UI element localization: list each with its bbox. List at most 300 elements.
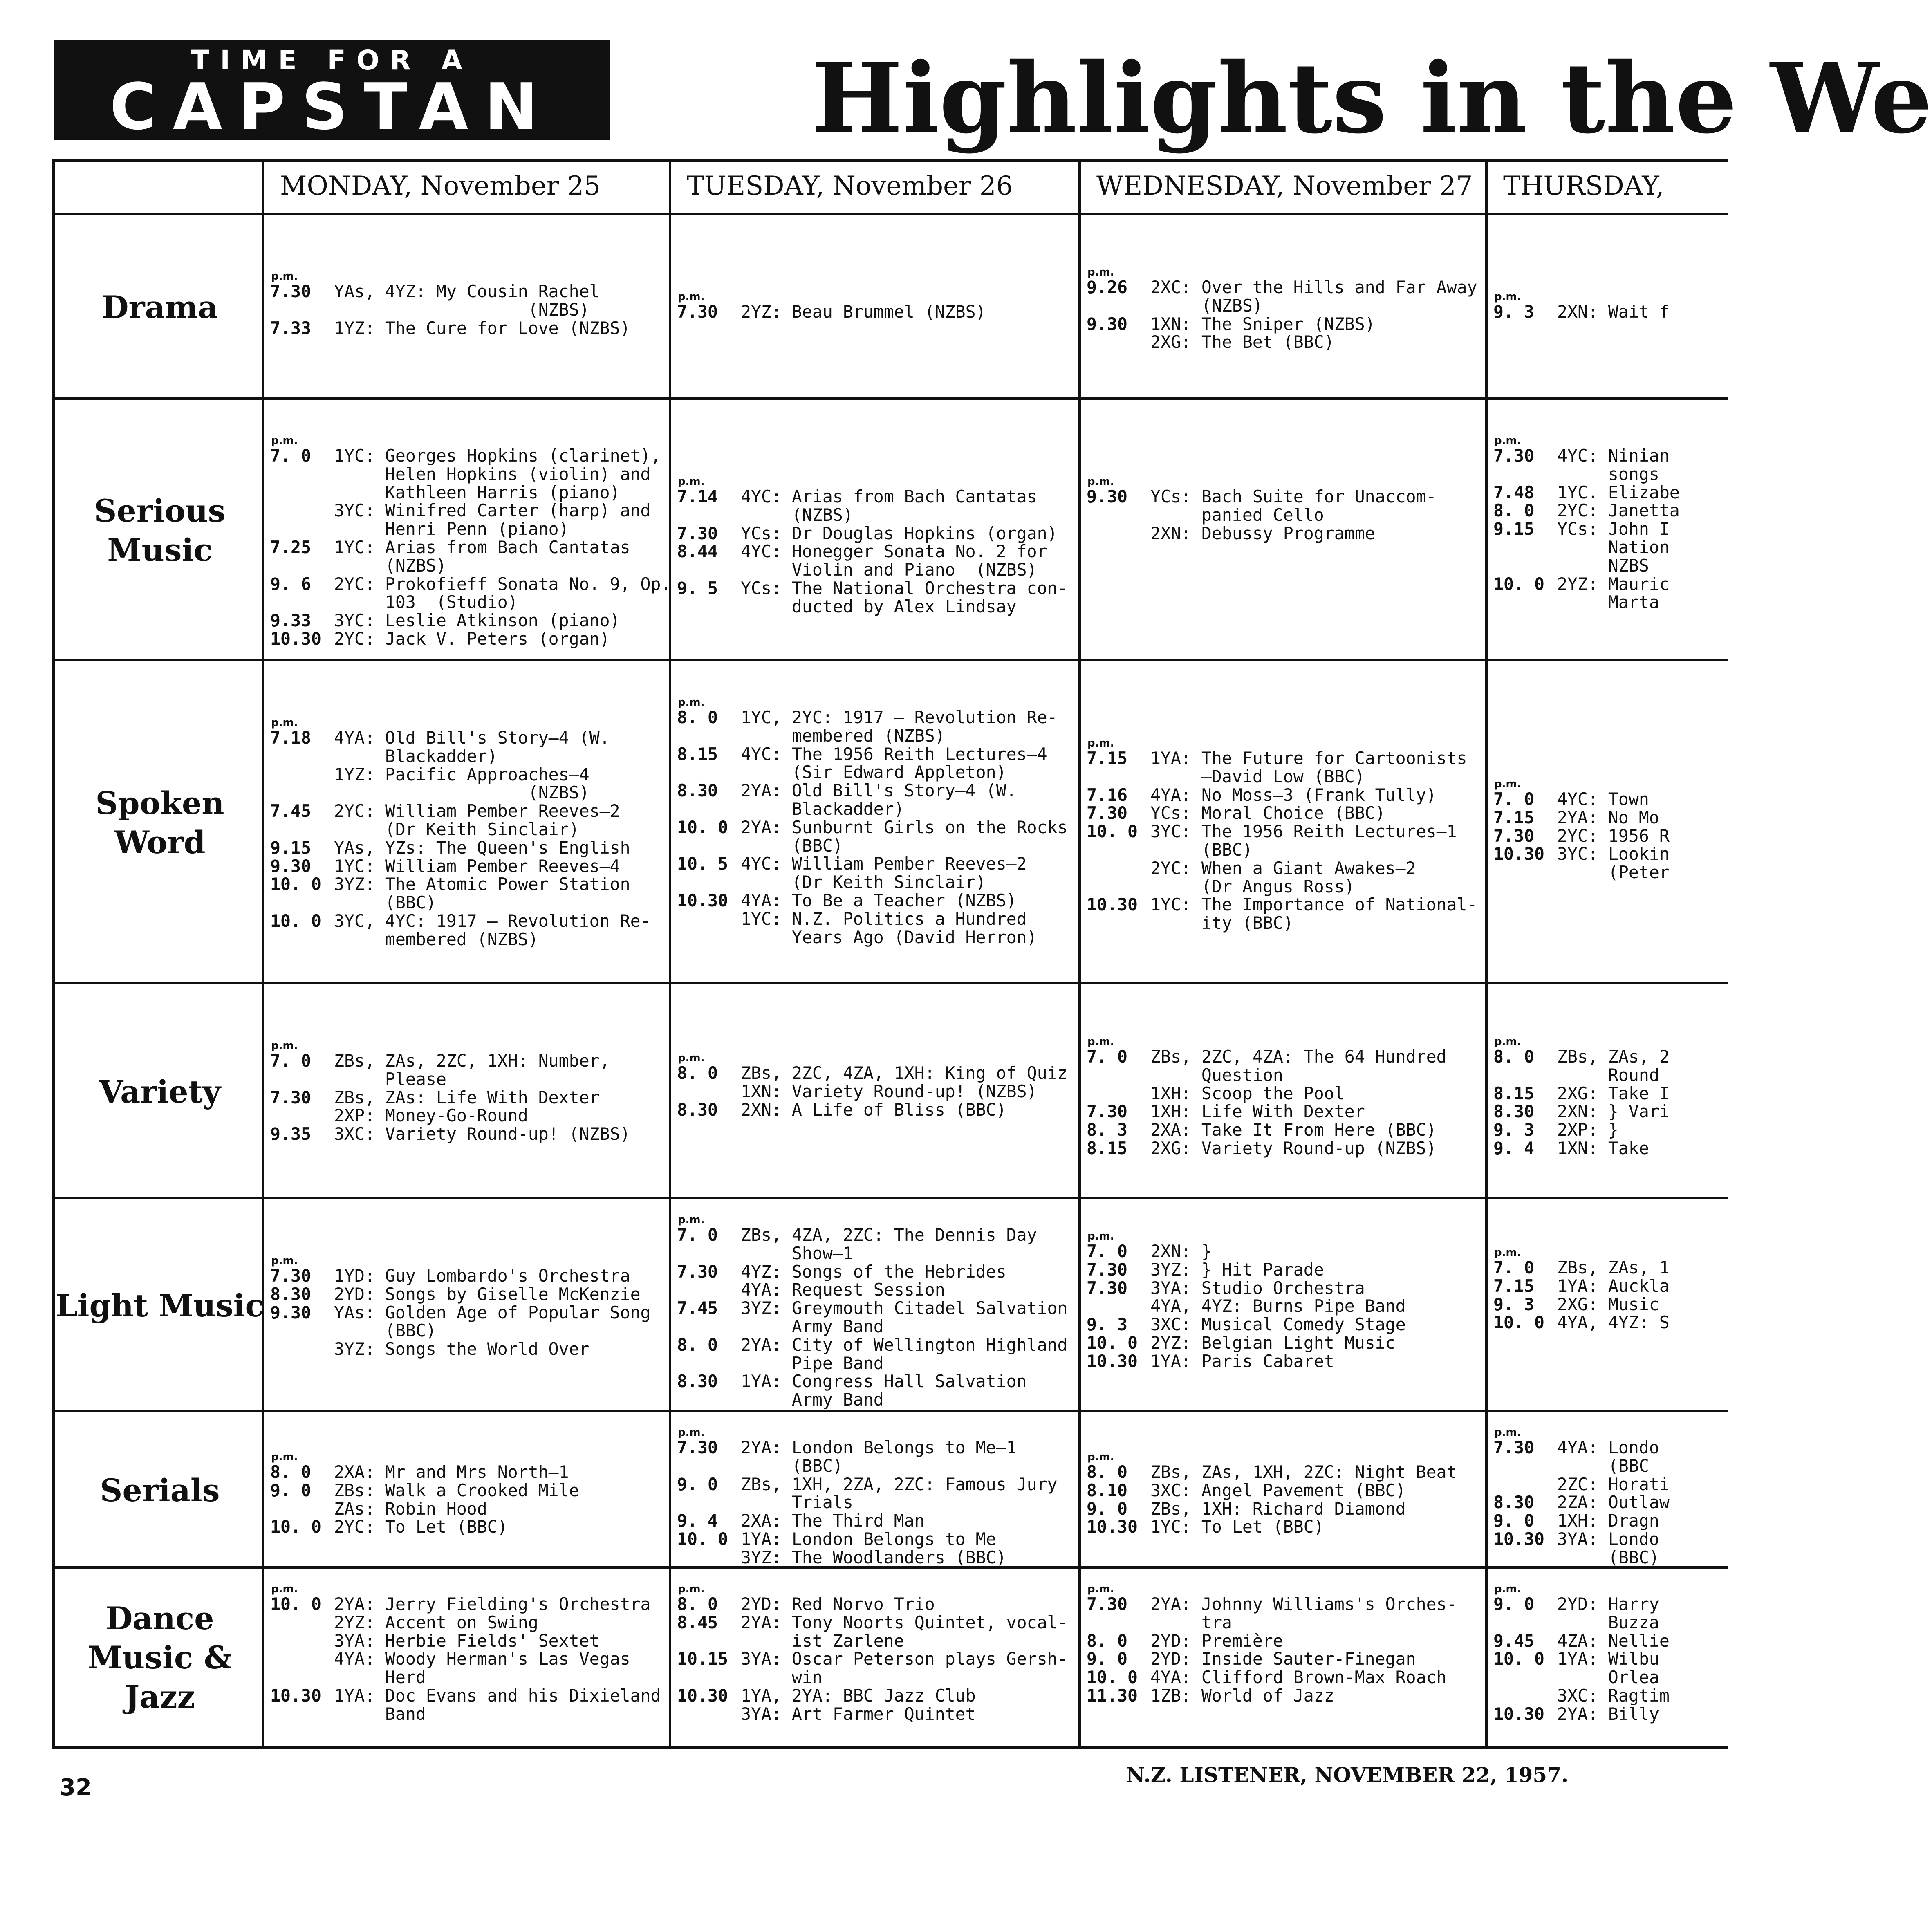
listing-time: 9.15 xyxy=(1493,519,1534,539)
pm-label: p.m. xyxy=(1087,1451,1114,1463)
listing-entry xyxy=(677,1244,1081,1263)
listing-entry xyxy=(677,1457,1081,1475)
listing-text: 1YA: Paris Cabaret xyxy=(1150,1351,1334,1371)
listing-time xyxy=(1493,1549,1557,1567)
listing-entry xyxy=(1493,790,1733,809)
listing-time: 8. 3 xyxy=(1087,1120,1127,1140)
listing-entry xyxy=(1493,1121,1733,1139)
listing-time xyxy=(270,1614,334,1632)
listing-entry xyxy=(1087,297,1488,315)
listing-text: YAs: Golden Age of Popular Song xyxy=(334,1302,651,1323)
listing-text: (NZBS) xyxy=(334,782,589,803)
listing-entry xyxy=(1087,1103,1488,1121)
listing-time: 8.30 xyxy=(677,1371,718,1392)
category-label: Variety xyxy=(99,1074,221,1110)
listing-entry xyxy=(1493,484,1733,502)
listing-entry xyxy=(677,303,1081,321)
listing-text: 1YA: Doc Evans and his Dixieland xyxy=(334,1685,661,1706)
listing-time xyxy=(1493,465,1557,484)
listing-entry xyxy=(270,484,671,502)
listing-entry xyxy=(1493,1687,1733,1705)
listing-entry xyxy=(1493,809,1733,827)
logo-line-capstan: CAPSTAN xyxy=(110,69,554,144)
listing-text: 4YA, 4YZ: Burns Pipe Band xyxy=(1150,1296,1406,1316)
listing-text: 2YA: No Mo xyxy=(1557,807,1659,827)
schedule-cell xyxy=(671,1426,1081,1567)
listing-time xyxy=(270,484,334,502)
listing-text: 2YC: Jack V. Peters (organ) xyxy=(334,628,610,649)
listing-time: 10. 0 xyxy=(1087,821,1138,842)
listing-text: 3YA: Art Farmer Quintet xyxy=(741,1704,976,1724)
listing-entry xyxy=(1493,303,1733,321)
listing-time xyxy=(677,1354,741,1373)
listing-entry xyxy=(1087,1048,1488,1066)
pm-label: p.m. xyxy=(678,1583,705,1595)
listing-entry xyxy=(1087,1085,1488,1103)
listing-time: 8. 0 xyxy=(270,1462,311,1482)
listing-time: 10.30 xyxy=(1493,844,1544,864)
listing-time: 9.30 xyxy=(1087,486,1127,507)
listing-entry xyxy=(270,538,671,557)
listing-time xyxy=(270,747,334,766)
listing-entry xyxy=(270,857,671,876)
listing-entry xyxy=(1087,1334,1488,1352)
listing-entry xyxy=(270,557,671,575)
listing-text: 3XC: Musical Comedy Stage xyxy=(1150,1314,1406,1335)
listing-time: 10. 0 xyxy=(1493,1649,1544,1669)
listing-time xyxy=(270,1650,334,1668)
listing-text: 4YC: Ninian xyxy=(1557,446,1670,466)
listing-entry xyxy=(270,1687,671,1705)
listing-text: ZBs, 2ZC, 4ZA, 1XH: King of Quiz xyxy=(741,1063,1068,1083)
listing-text: Army Band xyxy=(741,1316,884,1336)
listing-time xyxy=(270,784,334,802)
listing-time xyxy=(1493,593,1557,612)
listing-entry xyxy=(1087,1261,1488,1279)
listing-entry xyxy=(270,820,671,839)
listing-time xyxy=(1087,768,1150,786)
listing-time xyxy=(677,873,741,892)
listing-entry xyxy=(1087,749,1488,768)
listing-text: 3XC: Variety Round-up! (NZBS) xyxy=(334,1124,630,1144)
listing-text: 2YZ: Mauric xyxy=(1557,574,1670,594)
listing-entry xyxy=(270,1595,671,1614)
listing-text: Years Ago (David Herron) xyxy=(741,927,1037,947)
listing-text: YCs: Dr Douglas Hopkins (organ) xyxy=(741,523,1058,543)
listing-time: 10.30 xyxy=(1087,1517,1138,1537)
listing-time: 10. 5 xyxy=(677,854,728,874)
listing-entry xyxy=(1087,786,1488,805)
listing-time xyxy=(1087,525,1150,543)
schedule-cell xyxy=(671,291,1081,321)
pm-label: p.m. xyxy=(1494,778,1521,790)
listing-time: 10. 0 xyxy=(677,817,728,837)
listing-time xyxy=(270,1107,334,1125)
pm-label: p.m. xyxy=(678,1426,705,1439)
listing-entry xyxy=(677,1530,1081,1549)
listing-text: ZBs, 4ZA, 2ZC: The Dennis Day xyxy=(741,1225,1037,1245)
listing-text: 4YC: Town xyxy=(1557,789,1649,809)
listing-time xyxy=(677,1493,741,1512)
schedule-cell xyxy=(1081,1036,1488,1158)
listing-entry xyxy=(1493,538,1733,557)
listing-text: 2YC: Janetta xyxy=(1557,500,1680,521)
listing-text: 1YA: Wilbu xyxy=(1557,1649,1659,1669)
listing-text: 3YA: Oscar Peterson plays Gersh- xyxy=(741,1649,1068,1669)
listing-entry xyxy=(270,930,671,949)
listing-time xyxy=(1087,506,1150,525)
pm-label: p.m. xyxy=(1494,1246,1521,1259)
listing-text: 4YC: William Pember Reeves—2 xyxy=(741,854,1027,874)
listing-text: 2XG: Variety Round-up (NZBS) xyxy=(1150,1138,1437,1158)
listing-text: ZBs, 1XH, 2ZA, 2ZC: Famous Jury xyxy=(741,1474,1058,1494)
listing-text: (NZBS) xyxy=(334,299,589,320)
listing-text: YCs: John I xyxy=(1557,519,1670,539)
row-divider xyxy=(55,982,1728,984)
listing-entry xyxy=(1087,1595,1488,1614)
listing-text: Round xyxy=(1557,1065,1659,1085)
listing-entry xyxy=(270,319,671,338)
listing-text: 1XH: Dragn xyxy=(1557,1511,1659,1531)
listing-time: 7.25 xyxy=(270,537,311,557)
listing-entry xyxy=(1493,575,1733,594)
listing-text: 4YA: Woody Herman's Las Vegas xyxy=(334,1649,630,1669)
listing-time: 7.30 xyxy=(1493,446,1534,466)
listing-text: 2YA: London Belongs to Me—1 xyxy=(741,1437,1017,1457)
listing-entry xyxy=(1493,447,1733,465)
listing-time xyxy=(677,837,741,855)
schedule-table xyxy=(52,159,1728,1749)
listing-time xyxy=(1087,1066,1150,1085)
listing-text: 3YA: Herbie Fields' Sextet xyxy=(334,1630,600,1651)
listing-text: 2YA: Johnny Williams's Orches- xyxy=(1150,1594,1457,1614)
listing-entry xyxy=(1087,1650,1488,1668)
listing-time: 8.30 xyxy=(677,780,718,801)
schedule-cell xyxy=(1488,291,1733,321)
listing-entry xyxy=(270,520,671,538)
listing-text: songs xyxy=(1557,464,1659,484)
listing-time xyxy=(677,1549,741,1567)
listing-time xyxy=(1087,333,1150,352)
listing-entry xyxy=(270,301,671,319)
listing-entry xyxy=(1087,506,1488,525)
listing-text: 2YA: Old Bill's Story—4 (W. xyxy=(741,780,1017,801)
listing-time: 9. 0 xyxy=(677,1474,718,1494)
capstan-logo xyxy=(54,40,610,144)
listing-text: (BBC) xyxy=(334,1320,436,1341)
listing-text: 2XN: } xyxy=(1150,1241,1212,1261)
listing-time: 8. 0 xyxy=(677,707,718,727)
listing-entry xyxy=(270,1614,671,1632)
listing-entry xyxy=(270,465,671,484)
listing-time xyxy=(270,1070,334,1089)
listing-time: 9. 4 xyxy=(1493,1138,1534,1158)
listing-text: Blackadder) xyxy=(741,798,904,819)
listing-time xyxy=(1087,914,1150,933)
listing-entry xyxy=(1493,465,1733,484)
listing-time: 10. 0 xyxy=(1493,574,1544,594)
listing-text: membered (NZBS) xyxy=(334,929,538,949)
listing-time xyxy=(1493,557,1557,575)
listing-entry xyxy=(1087,878,1488,896)
listing-text: Herd xyxy=(334,1667,426,1688)
listing-time: 8. 0 xyxy=(677,1063,718,1083)
listing-time: 9.26 xyxy=(1087,277,1127,297)
listing-time xyxy=(677,1705,741,1724)
listing-time: 7.18 xyxy=(270,728,311,748)
schedule-cell xyxy=(1081,1230,1488,1371)
listing-time xyxy=(270,1500,334,1518)
listing-entry xyxy=(677,1299,1081,1318)
schedule-cell xyxy=(1488,435,1733,612)
listing-text: 2YZ: Belgian Light Music xyxy=(1150,1332,1396,1353)
listing-entry xyxy=(1087,841,1488,859)
listing-time: 9.15 xyxy=(270,837,311,858)
category-label: Serious Music xyxy=(94,493,226,568)
listing-time: 7.30 xyxy=(677,1437,718,1457)
listing-text: 1YC: To Let (BBC) xyxy=(1150,1517,1324,1537)
listing-text: 2XN: Debussy Programme xyxy=(1150,523,1375,543)
listing-text: 1YC: The Importance of National- xyxy=(1150,894,1477,915)
listing-time: 9.35 xyxy=(270,1124,311,1144)
listing-entry xyxy=(270,447,671,465)
listing-time xyxy=(677,910,741,928)
listing-text: ducted by Alex Lindsay xyxy=(741,596,1017,616)
listing-time xyxy=(270,766,334,784)
listing-time: 8.30 xyxy=(1493,1492,1534,1513)
schedule-cell xyxy=(264,270,671,337)
listing-text: (BBC) xyxy=(741,835,843,856)
listing-text: 1YC. Elizabe xyxy=(1557,482,1680,502)
listing-text: 1YA: Congress Hall Salvation xyxy=(741,1371,1027,1392)
logo-line-time-for-a: TIME FOR A xyxy=(191,45,473,76)
listing-time xyxy=(1087,1297,1150,1316)
listing-entry xyxy=(677,1687,1081,1705)
listing-time xyxy=(270,520,334,538)
listing-entry xyxy=(677,818,1081,837)
listing-text: (BBC) xyxy=(1557,1547,1659,1567)
listing-text: (NZBS) xyxy=(1150,295,1263,316)
listing-entry xyxy=(677,873,1081,892)
listing-time xyxy=(270,301,334,319)
listing-entry xyxy=(1493,1439,1733,1457)
listing-time xyxy=(1493,1687,1557,1705)
listing-entry xyxy=(270,1125,671,1143)
listing-entry xyxy=(677,855,1081,873)
listing-text: 1YZ: Pacific Approaches—4 xyxy=(334,764,589,785)
listing-text: 2YC: When a Giant Awakes—2 xyxy=(1150,858,1416,878)
listing-time: 10.30 xyxy=(677,890,728,910)
schedule-cell xyxy=(671,1583,1081,1724)
listing-text: ZAs: Robin Hood xyxy=(334,1498,487,1519)
listing-entry xyxy=(270,802,671,820)
listing-text: tra xyxy=(1150,1612,1232,1632)
listing-time: 7.16 xyxy=(1087,785,1127,805)
listing-time: 7.15 xyxy=(1493,807,1534,827)
schedule-cell xyxy=(264,717,671,949)
listing-text: 2YA: Jerry Fielding's Orchestra xyxy=(334,1594,651,1614)
listing-entry xyxy=(677,892,1081,910)
listing-text: Pipe Band xyxy=(741,1353,884,1373)
schedule-cell xyxy=(1488,1036,1733,1158)
listing-entry xyxy=(270,912,671,930)
listing-entry xyxy=(677,727,1081,745)
listing-time: 9. 0 xyxy=(270,1480,311,1500)
listing-entry xyxy=(1087,1316,1488,1334)
pm-label: p.m. xyxy=(271,1583,298,1595)
listing-text: (BBC) xyxy=(334,892,436,913)
pm-label: p.m. xyxy=(678,1214,705,1226)
listing-text: 2YA: Tony Noorts Quintet, vocal- xyxy=(741,1612,1068,1632)
listing-time xyxy=(270,465,334,484)
listing-text: NZBS xyxy=(1557,555,1649,576)
listing-text: 2YA: Billy xyxy=(1557,1704,1659,1724)
listing-time xyxy=(1087,841,1150,859)
listing-time: 9. 0 xyxy=(1087,1498,1127,1519)
listing-text: 3YZ: The Atomic Power Station xyxy=(334,874,630,894)
listing-entry xyxy=(677,1354,1081,1373)
listing-entry xyxy=(677,837,1081,855)
listing-entry xyxy=(677,1439,1081,1457)
listing-entry xyxy=(1493,1259,1733,1277)
category-label: Spoken Word xyxy=(95,785,224,861)
listing-time xyxy=(270,502,334,520)
listing-entry xyxy=(1087,333,1488,352)
listing-time: 8.45 xyxy=(677,1612,718,1632)
listing-text: Band xyxy=(334,1704,426,1724)
listing-entry xyxy=(1493,1549,1733,1567)
listing-time xyxy=(270,820,334,839)
listing-time: 7.45 xyxy=(270,801,311,821)
listing-entry xyxy=(1087,804,1488,823)
pm-label: p.m. xyxy=(1087,475,1114,488)
listing-time xyxy=(1493,1614,1557,1632)
listing-time xyxy=(677,928,741,947)
listing-entry xyxy=(1493,520,1733,538)
listing-text: 4YA, 4YZ: S xyxy=(1557,1312,1670,1333)
listing-text: ZBs, ZAs: Life With Dexter xyxy=(334,1087,600,1107)
listing-entry xyxy=(270,1052,671,1070)
listing-text: 3YZ: The Woodlanders (BBC) xyxy=(741,1547,1006,1567)
listing-text: 4YA: No Moss—3 (Frank Tully) xyxy=(1150,785,1437,805)
listing-entry xyxy=(270,1500,671,1518)
listing-time: 9. 5 xyxy=(677,578,718,598)
listing-time: 10.30 xyxy=(677,1685,728,1706)
listing-text: Show—1 xyxy=(741,1243,853,1263)
listing-time: 7.30 xyxy=(1087,1594,1127,1614)
listing-time xyxy=(270,930,334,949)
listing-entry xyxy=(270,875,671,894)
listing-time: 9. 3 xyxy=(1493,1120,1534,1140)
listing-text: 4YA: Request Session xyxy=(741,1280,945,1300)
listing-entry xyxy=(1087,1668,1488,1687)
listing-time: 8. 0 xyxy=(1087,1462,1127,1482)
listing-time xyxy=(677,1281,741,1299)
listing-time: 7.45 xyxy=(677,1298,718,1318)
listing-entry xyxy=(677,1549,1081,1567)
listing-entry xyxy=(1493,1475,1733,1494)
pm-label: p.m. xyxy=(271,717,298,729)
listing-entry xyxy=(677,488,1081,506)
listing-text: 1YC: N.Z. Politics a Hundred xyxy=(741,908,1027,929)
listing-time xyxy=(677,1457,741,1475)
listing-time: 7.30 xyxy=(1087,803,1127,823)
listing-text: 3YC: Lookin xyxy=(1557,844,1670,864)
listing-text: ZBs, ZAs, 2 xyxy=(1557,1047,1670,1067)
listing-entry xyxy=(677,598,1081,616)
listing-entry xyxy=(1087,859,1488,878)
listing-time: 7.33 xyxy=(270,318,311,338)
listing-text: YAs, 4YZ: My Cousin Rachel xyxy=(334,281,600,301)
listing-entry xyxy=(677,800,1081,818)
listing-entry xyxy=(1493,1296,1733,1314)
listing-entry xyxy=(270,630,671,648)
listing-time xyxy=(270,1705,334,1724)
listing-time xyxy=(677,1083,741,1101)
schedule-cell xyxy=(264,1040,671,1143)
listing-entry xyxy=(677,763,1081,782)
listing-text: 103 (Studio) xyxy=(334,592,518,612)
listing-text: 2YD: Red Norvo Trio xyxy=(741,1594,935,1614)
listing-time xyxy=(1493,1475,1557,1494)
listing-entry xyxy=(270,1632,671,1650)
schedule-cell xyxy=(671,1052,1081,1119)
listing-text: (Dr Angus Ross) xyxy=(1150,876,1355,897)
listing-time: 9. 0 xyxy=(1087,1649,1127,1669)
listing-entry xyxy=(1087,1352,1488,1371)
listing-text: Buzza xyxy=(1557,1612,1659,1632)
listing-text: 2YC: Prokofieff Sonata No. 9, Op. xyxy=(334,574,671,594)
listing-entry xyxy=(1087,1121,1488,1139)
listing-text: Violin and Piano (NZBS) xyxy=(741,560,1037,580)
listing-entry xyxy=(270,1650,671,1668)
row-divider xyxy=(55,659,1728,661)
day-header: THURSDAY, xyxy=(1503,171,1664,201)
listing-entry xyxy=(270,282,671,301)
listing-text: 3YZ: } Hit Parade xyxy=(1150,1259,1324,1280)
listing-text: 2ZA: Outlaw xyxy=(1557,1492,1670,1513)
listing-time: 8. 0 xyxy=(1087,1630,1127,1651)
listing-time: 7.14 xyxy=(677,486,718,507)
listing-entry xyxy=(677,1668,1081,1687)
listing-time xyxy=(677,1668,741,1687)
listing-text: YCs: Bach Suite for Unaccom- xyxy=(1150,486,1437,507)
day-header: TUESDAY, November 26 xyxy=(687,171,1013,201)
listing-text: 1XH: Life With Dexter xyxy=(1150,1101,1365,1122)
listing-time: 9. 3 xyxy=(1087,1314,1127,1335)
row-divider xyxy=(55,213,1728,215)
listing-time: 8.10 xyxy=(1087,1480,1127,1500)
listing-text: Nation xyxy=(1557,537,1670,557)
listing-time xyxy=(270,593,334,612)
listing-text: 2YC: William Pember Reeves—2 xyxy=(334,801,620,821)
listing-time: 10.30 xyxy=(270,1685,321,1706)
listing-time: 9.33 xyxy=(270,610,311,631)
listing-text: ZBs, 1XH: Richard Diamond xyxy=(1150,1498,1406,1519)
listing-text: 4YA: Old Bill's Story—4 (W. xyxy=(334,728,610,748)
listing-entry xyxy=(1087,896,1488,914)
schedule-cell xyxy=(1488,1246,1733,1332)
listing-entry xyxy=(677,1632,1081,1650)
listing-entry xyxy=(1493,1066,1733,1085)
schedule-cell xyxy=(1081,475,1488,543)
listing-time xyxy=(1087,859,1150,878)
listing-text: 2YD: Songs by Giselle McKenzie xyxy=(334,1284,641,1304)
listing-time xyxy=(677,763,741,782)
listing-time: 10.30 xyxy=(1087,894,1138,915)
listing-text: 1YA: London Belongs to Me xyxy=(741,1529,996,1549)
listing-text: ist Zarlene xyxy=(741,1630,904,1651)
